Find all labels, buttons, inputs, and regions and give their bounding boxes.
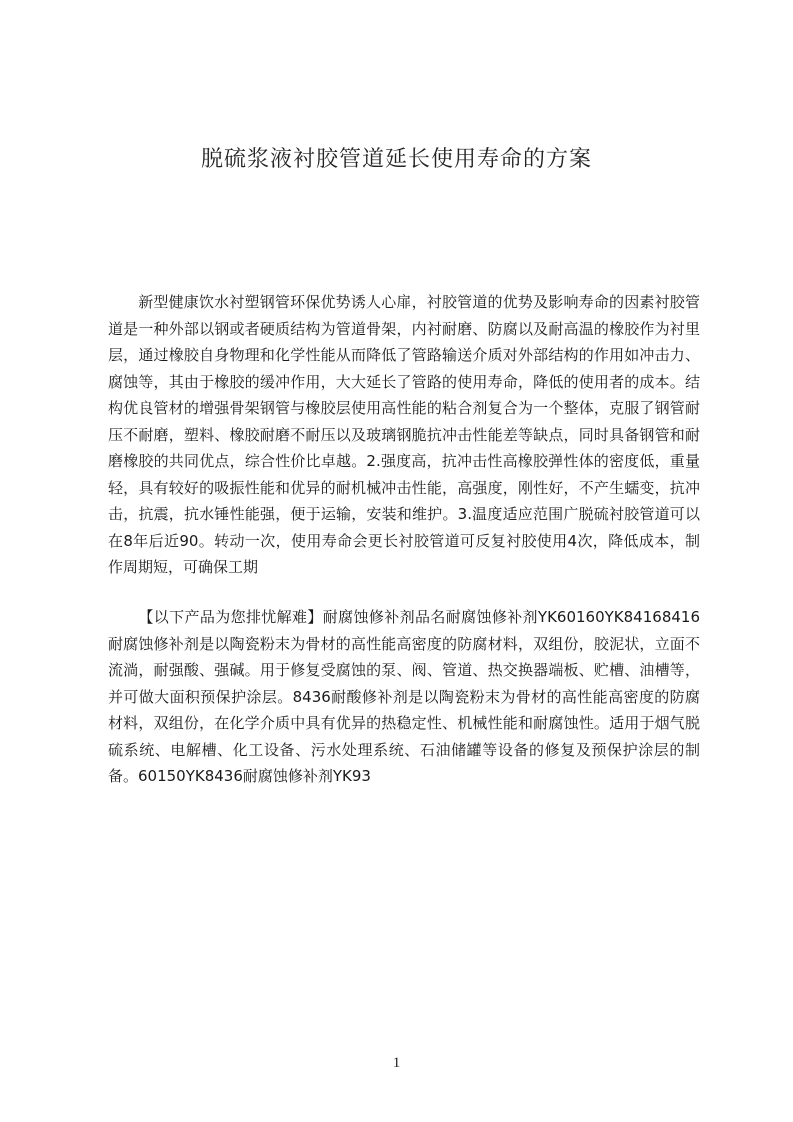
body-paragraph-2 (108, 604, 700, 790)
document-title: 脱硫浆液衬胶管道延长使用寿命的方案 (200, 147, 592, 172)
page-number: 1 (392, 1055, 401, 1071)
paragraph-text: 【以下产品为您排忧解难】耐腐蚀修补剂品名耐腐蚀修补剂YK60160YK84168416耐腐蚀修补剂是以陶瓷粉末为骨材的高性能高密度的防腐材料，双组份，胶泥状，立面不流淌，耐强酸、强碱。用于修复受腐蚀的泵、阀、管道、热交换器端板、贮槽、油槽等，并可做大面积预保护涂层。8436耐酸修补剂是以陶瓷粉末为骨材的高性能高密度的防腐材料，双组份，在化学介质中具有优异的热稳定性、机械性能和耐腐蚀性。适用于烟气脱硫系统、电解槽、化工设备、污水处理系统、石油储罐等设备的修复及预保护涂层的制备。60150YK8436耐腐蚀修补剂YK93 (108, 608, 700, 785)
body-paragraph-1 (108, 289, 700, 581)
paragraph-text: 新型健康饮水衬塑钢管环保优势诱人心扉，衬胶管道的优势及影响寿命的因素衬胶管道是一种外部以钢或者硬质结构为管道骨架，内衬耐磨、防腐以及耐高温的橡胶作为衬里层，通过橡胶自身物理和化学性能从而降低了管路输送介质对外部结构的作用如冲击力、腐蚀等，其由于橡胶的缓冲作用，大大延长了管路的使用寿命，降低的使用者的成本。结构优良管材的增强骨架钢管与橡胶层使用高性能的粘合剂复合为一个整体，克服了钢管耐压不耐磨，塑料、橡胶耐磨不耐压以及玻璃钢脆抗冲击性能差等缺点，同时具备钢管和耐磨橡胶的共同优点，综合性价比卓越。2.强度高，抗冲击性高橡胶弹性体的密度低，重量轻，具有较好的吸振性能和优异的耐机械冲击性能，高强度，刚性好，不产生蠕变，抗冲击，抗震，抗水锤性能强，便于运输，安装和维护。3.温度适应范围广脱硫衬胶管道可以在8年后近90。转动一次，使用寿命会更长衬胶管道可反复衬胶使用4次，降低成本，制作周期短，可确保工期 (108, 293, 700, 576)
